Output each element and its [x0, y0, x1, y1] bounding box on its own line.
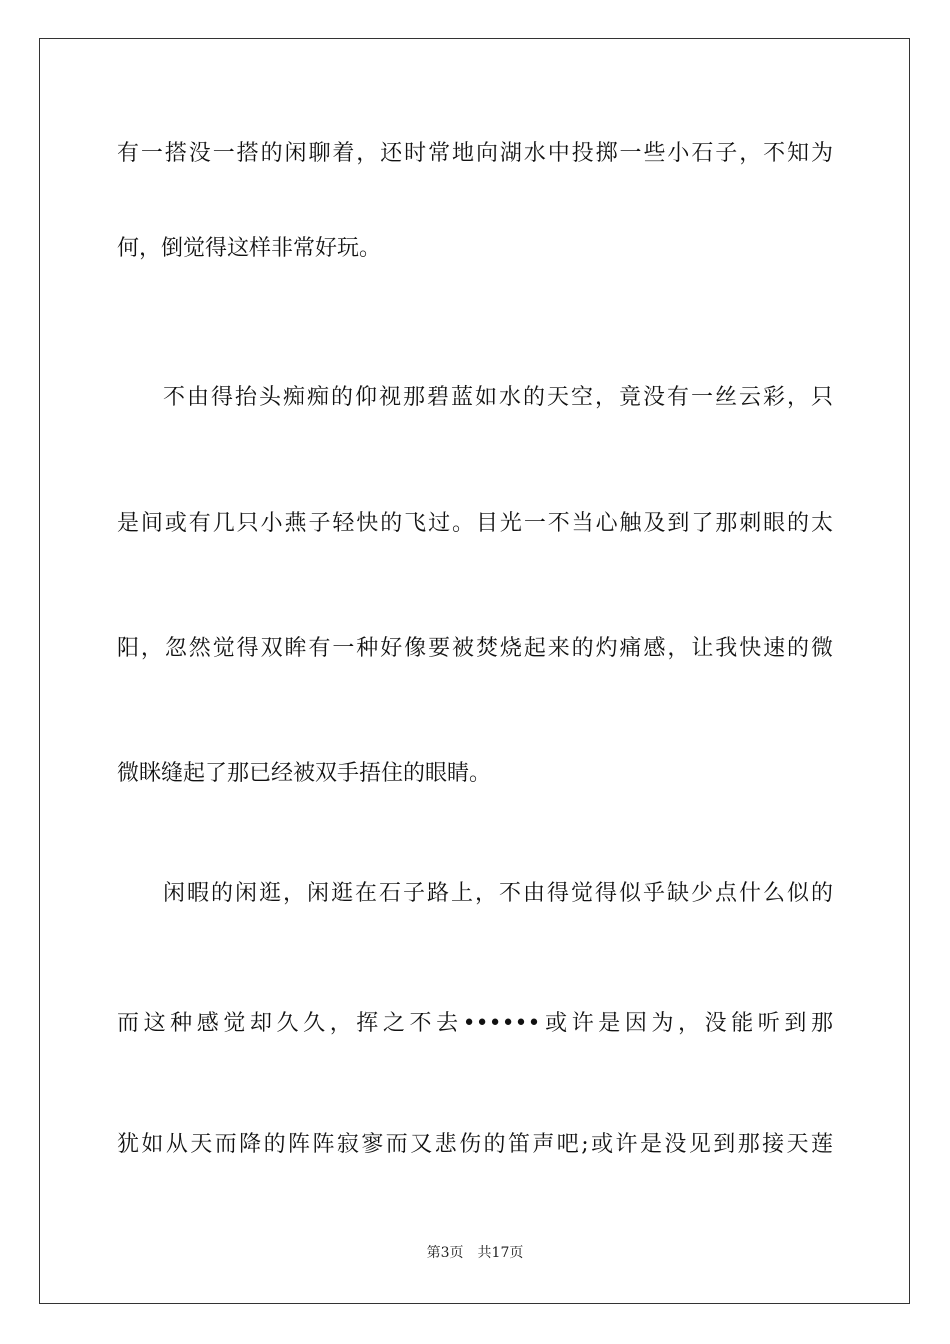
text-line-5: 阳，忽然觉得双眸有一种好像要被焚烧起来的灼痛感，让我快速的微: [117, 636, 833, 661]
page-number: 第3页: [426, 1245, 464, 1261]
text-line-7: 闲暇的闲逛，闲逛在石子路上，不由得觉得似乎缺少点什么似的: [163, 881, 833, 906]
text-line-8: 而这种感觉却久久，挥之不去••••••或许是因为，没能听到那: [117, 1011, 833, 1036]
text-line-6: 微眯缝起了那已经被双手捂住的眼睛。: [117, 761, 492, 786]
page-total: 共17页: [477, 1245, 524, 1261]
text-line-3: 不由得抬头痴痴的仰视那碧蓝如水的天空，竟没有一丝云彩，只: [163, 385, 833, 410]
page-footer: [0, 1243, 950, 1263]
text-line-9: 犹如从天而降的阵阵寂寥而又悲伤的笛声吧;或许是没见到那接天莲: [117, 1132, 833, 1157]
text-line-4: 是间或有几只小燕子轻快的飞过。目光一不当心触及到了那刺眼的太: [117, 511, 833, 536]
text-line-2: 何，倒觉得这样非常好玩。: [117, 236, 382, 261]
page-border: [39, 38, 910, 1304]
text-line-1: 有一搭没一搭的闲聊着，还时常地向湖水中投掷一些小石子，不知为: [117, 141, 833, 166]
